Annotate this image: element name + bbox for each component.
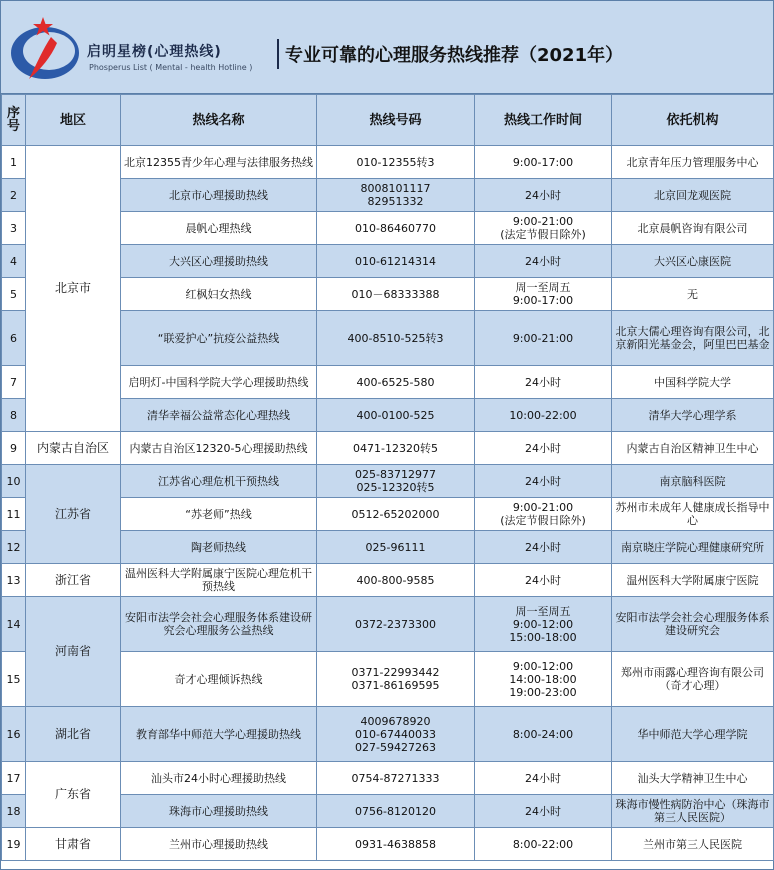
institution: 华中师范大学心理学院 bbox=[612, 707, 774, 762]
region-cell: 江苏省 bbox=[26, 465, 121, 564]
institution: 北京晨帆咨询有限公司 bbox=[612, 212, 774, 245]
institution: 北京回龙观医院 bbox=[612, 179, 774, 212]
institution: 南京晓庄学院心理健康研究所 bbox=[612, 531, 774, 564]
brand-name: 启明星榜(心理热线) bbox=[87, 44, 222, 60]
row-number: 15 bbox=[2, 652, 26, 707]
table-row bbox=[2, 828, 774, 861]
row-number: 12 bbox=[2, 531, 26, 564]
table-header-row bbox=[2, 95, 774, 146]
hotline-number: 010-61214314 bbox=[317, 245, 475, 278]
region-cell: 甘肃省 bbox=[26, 828, 121, 861]
row-number: 11 bbox=[2, 498, 26, 531]
hotline-number: 0756-8120120 bbox=[317, 795, 475, 828]
row-number: 10 bbox=[2, 465, 26, 498]
table-row bbox=[2, 597, 774, 652]
hotline-number: 400-0100-525 bbox=[317, 399, 475, 432]
working-hours: 9:00-12:00 14:00-18:00 19:00-23:00 bbox=[475, 652, 612, 707]
institution: 北京青年压力管理服务中心 bbox=[612, 146, 774, 179]
document-title: 专业可靠的心理服务热线推荐（2021年） bbox=[285, 45, 624, 66]
column-header-number: 热线号码 bbox=[317, 95, 475, 146]
hotline-number: 025-83712977 025-12320转5 bbox=[317, 465, 475, 498]
hotline-name: 珠海市心理援助热线 bbox=[121, 795, 317, 828]
table-row bbox=[2, 762, 774, 795]
institution: 安阳市法学会社会心理服务体系建设研究会 bbox=[612, 597, 774, 652]
region-cell: 湖北省 bbox=[26, 707, 121, 762]
row-number: 2 bbox=[2, 179, 26, 212]
hotline-name: 安阳市法学会社会心理服务体系建设研究会心理服务公益热线 bbox=[121, 597, 317, 652]
column-header-time: 热线工作时间 bbox=[475, 95, 612, 146]
column-header-region: 地区 bbox=[26, 95, 121, 146]
hotline-number: 400-8510-525转3 bbox=[317, 311, 475, 366]
institution: 南京脑科医院 bbox=[612, 465, 774, 498]
hotline-name: “联爱护心”抗疫公益热线 bbox=[121, 311, 317, 366]
hotline-number: 010-12355转3 bbox=[317, 146, 475, 179]
qiming-logo-icon bbox=[7, 7, 87, 87]
institution: 珠海市慢性病防治中心（珠海市第三人民医院） bbox=[612, 795, 774, 828]
row-number: 17 bbox=[2, 762, 26, 795]
working-hours: 9:00-21:00 (法定节假日除外) bbox=[475, 212, 612, 245]
institution: 无 bbox=[612, 278, 774, 311]
row-number: 1 bbox=[2, 146, 26, 179]
row-number: 7 bbox=[2, 366, 26, 399]
hotline-number: 0371-22993442 0371-86169595 bbox=[317, 652, 475, 707]
column-header-no: 序号 bbox=[2, 95, 26, 146]
hotline-name: 内蒙古自治区12320-5心理援助热线 bbox=[121, 432, 317, 465]
hotline-name: 温州医科大学附属康宁医院心理危机干预热线 bbox=[121, 564, 317, 597]
hotline-name: 汕头市24小时心理援助热线 bbox=[121, 762, 317, 795]
row-number: 6 bbox=[2, 311, 26, 366]
row-number: 18 bbox=[2, 795, 26, 828]
row-number: 19 bbox=[2, 828, 26, 861]
hotline-name: 陶老师热线 bbox=[121, 531, 317, 564]
hotline-name: 启明灯-中国科学院大学心理援助热线 bbox=[121, 366, 317, 399]
working-hours: 24小时 bbox=[475, 564, 612, 597]
institution: 汕头大学精神卫生中心 bbox=[612, 762, 774, 795]
working-hours: 周一至周五 9:00-12:00 15:00-18:00 bbox=[475, 597, 612, 652]
table-row bbox=[2, 564, 774, 597]
row-number: 8 bbox=[2, 399, 26, 432]
hotline-name: 晨帆心理热线 bbox=[121, 212, 317, 245]
institution: 内蒙古自治区精神卫生中心 bbox=[612, 432, 774, 465]
hotline-number: 400-6525-580 bbox=[317, 366, 475, 399]
hotline-number: 400-800-9585 bbox=[317, 564, 475, 597]
table-row bbox=[2, 707, 774, 762]
hotline-number: 0471-12320转5 bbox=[317, 432, 475, 465]
region-cell: 浙江省 bbox=[26, 564, 121, 597]
working-hours: 24小时 bbox=[475, 432, 612, 465]
hotline-name: 教育部华中师范大学心理援助热线 bbox=[121, 707, 317, 762]
hotline-table bbox=[1, 94, 774, 861]
region-cell: 北京市 bbox=[26, 146, 121, 432]
hotline-name: 清华幸福公益常态化心理热线 bbox=[121, 399, 317, 432]
institution: 清华大学心理学系 bbox=[612, 399, 774, 432]
row-number: 16 bbox=[2, 707, 26, 762]
working-hours: 8:00-24:00 bbox=[475, 707, 612, 762]
hotline-name: 奇才心理倾诉热线 bbox=[121, 652, 317, 707]
hotline-number: 0372-2373300 bbox=[317, 597, 475, 652]
column-header-name: 热线名称 bbox=[121, 95, 317, 146]
hotline-number: 010－68333388 bbox=[317, 278, 475, 311]
institution: 中国科学院大学 bbox=[612, 366, 774, 399]
working-hours: 24小时 bbox=[475, 762, 612, 795]
row-number: 9 bbox=[2, 432, 26, 465]
institution: 苏州市未成年人健康成长指导中心 bbox=[612, 498, 774, 531]
hotline-number: 8008101117 82951332 bbox=[317, 179, 475, 212]
hotline-number: 4009678920 010-67440033 027-59427263 bbox=[317, 707, 475, 762]
title-divider bbox=[277, 39, 279, 69]
institution: 郑州市雨露心理咨询有限公司（奇才心理） bbox=[612, 652, 774, 707]
institution: 温州医科大学附属康宁医院 bbox=[612, 564, 774, 597]
working-hours: 24小时 bbox=[475, 531, 612, 564]
table-row bbox=[2, 432, 774, 465]
hotline-name: 兰州市心理援助热线 bbox=[121, 828, 317, 861]
region-cell: 内蒙古自治区 bbox=[26, 432, 121, 465]
row-number: 14 bbox=[2, 597, 26, 652]
working-hours: 24小时 bbox=[475, 245, 612, 278]
row-number: 5 bbox=[2, 278, 26, 311]
working-hours: 8:00-22:00 bbox=[475, 828, 612, 861]
institution: 北京大儒心理咨询有限公司，北京新阳光基金会，阿里巴巴基金 bbox=[612, 311, 774, 366]
working-hours: 24小时 bbox=[475, 366, 612, 399]
hotline-number: 0931-4638858 bbox=[317, 828, 475, 861]
hotline-name: 红枫妇女热线 bbox=[121, 278, 317, 311]
hotline-number: 0754-87271333 bbox=[317, 762, 475, 795]
brand-subtitle: Phosperus List ( Mental - health Hotline ) bbox=[89, 63, 253, 72]
working-hours: 24小时 bbox=[475, 795, 612, 828]
hotline-name: 大兴区心理援助热线 bbox=[121, 245, 317, 278]
row-number: 13 bbox=[2, 564, 26, 597]
hotline-name: 江苏省心理危机干预热线 bbox=[121, 465, 317, 498]
hotline-name: 北京12355青少年心理与法律服务热线 bbox=[121, 146, 317, 179]
institution: 大兴区心康医院 bbox=[612, 245, 774, 278]
column-header-institution: 依托机构 bbox=[612, 95, 774, 146]
hotline-number: 025-96111 bbox=[317, 531, 475, 564]
row-number: 3 bbox=[2, 212, 26, 245]
working-hours: 24小时 bbox=[475, 179, 612, 212]
region-cell: 河南省 bbox=[26, 597, 121, 707]
document-header bbox=[1, 1, 773, 94]
hotline-name: 北京市心理援助热线 bbox=[121, 179, 317, 212]
working-hours: 10:00-22:00 bbox=[475, 399, 612, 432]
region-cell: 广东省 bbox=[26, 762, 121, 828]
institution: 兰州市第三人民医院 bbox=[612, 828, 774, 861]
table-row bbox=[2, 465, 774, 498]
hotline-number: 010-86460770 bbox=[317, 212, 475, 245]
working-hours: 周一至周五 9:00-17:00 bbox=[475, 278, 612, 311]
row-number: 4 bbox=[2, 245, 26, 278]
hotline-number: 0512-65202000 bbox=[317, 498, 475, 531]
working-hours: 9:00-17:00 bbox=[475, 146, 612, 179]
hotline-name: “苏老师”热线 bbox=[121, 498, 317, 531]
working-hours: 9:00-21:00 bbox=[475, 311, 612, 366]
working-hours: 9:00-21:00 (法定节假日除外) bbox=[475, 498, 612, 531]
working-hours: 24小时 bbox=[475, 465, 612, 498]
table-row bbox=[2, 146, 774, 179]
